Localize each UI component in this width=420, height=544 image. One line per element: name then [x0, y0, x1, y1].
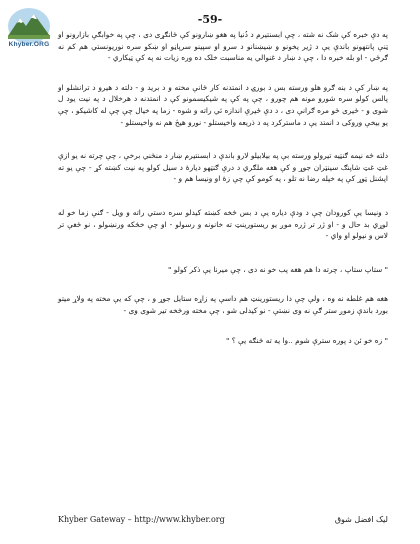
paragraph-6: هغه هم غلطه نه وه ، ولې چې دا ريستورينټ هم داسې په زاړه ستايل جوړ و ، چې که يې مخته په ولاړ ميتو بورد باندې زموږ ستر ګې نه وی نښتې - نو کيدلی شو ، چې مخته ورڅخه تير شوی وی -: [58, 294, 388, 315]
paragraph-7-quote: " زه خو ئن د پوره سترې شوم ..وا يه ته څنګه يې ؟ ": [225, 335, 388, 345]
footer-website: Khyber Gateway – http://www.khyber.org: [58, 515, 225, 524]
page-number: -59-: [197, 13, 223, 26]
logo-text: Khyber.ORG: [8, 41, 50, 48]
footer-author: ليک افضل شوق: [334, 515, 388, 524]
paragraph-5-quote: " ستاپ ستاپ ، چرته دا هم هغه پب خو نه دی ، چې ميرنا يې ذکر کولو ": [168, 264, 388, 274]
paragraph-2: په ښار کې د بنه ګرو هلو ورسته بس د بورۍ د انمتدنه کار ځانې مخته و د بريد و - دلته د هيرو د ترانشلو او پالس کولو سره شورو مونه هم چورو ، چې په کې په شيکيسمونو کې د انمتدنه د هرخلال د په نيت يود ل شوى و - ځيرى ځو مره ګرانې دى ، د دې ځيرې اندازه ئي راته و شوه - زما په خيال چې چې له کاشيکو ، چې يو بيخې وروکی د انمتد يې د ماسترکرد په د ذريعه واخيستلو - نورو هيڅ هم نه واخيستلو -: [58, 82, 388, 127]
document-body: [58, 29, 388, 346]
paragraph-1: په دې خبره کې شک نه شته ، چې ابسنتيرم د دُنيا په هغو ښارونو کې ځانګړى دى ، چې په خوابګې بازارونو او ټنې پانتهونو باندې يې د ژير يخونو و ښيښنانو د سرو او سپينو سرپاڼو او ښکو سره نوريونستي هم کم نه ګرځي - او بله خبره دا ، چې د ښار د غنوالي يه مناسبت خلک ده وره زيات نه په کې ټيکاري -: [58, 30, 388, 63]
paragraph-4: د ونيسا يې کورودان چې د ودې دياره يې د بس څخه کښته کيدلو سره دستي راته و ويل - ګنې زما خو له لوړي بد حال و - او ژر تر ژره موږ يو ريستورينټ ته خانونه و رسولو - او چې خڅکه ورنښولو ، نو ځغې تر لاس و نيولو او واي -: [58, 207, 388, 241]
paragraph-3: دلته څه نيمه ګنټيه تيرولو ورسته بې په بيلابيلو لارو باندې د ابسنتيرم ښار د منځني برخې ، چې چرته نه يو ازې غټ غټ شاپنګ سينټران جوړ و کې هغه ملګري د درې ګنټهو ديارۀ د سيل کولو په نيت کښته کړ - چې يو ته اپشنل ټوړ کې په خپله رضا نه تلو ، په کومو کې چې زۀ او ونيسا هم و -: [58, 151, 388, 184]
